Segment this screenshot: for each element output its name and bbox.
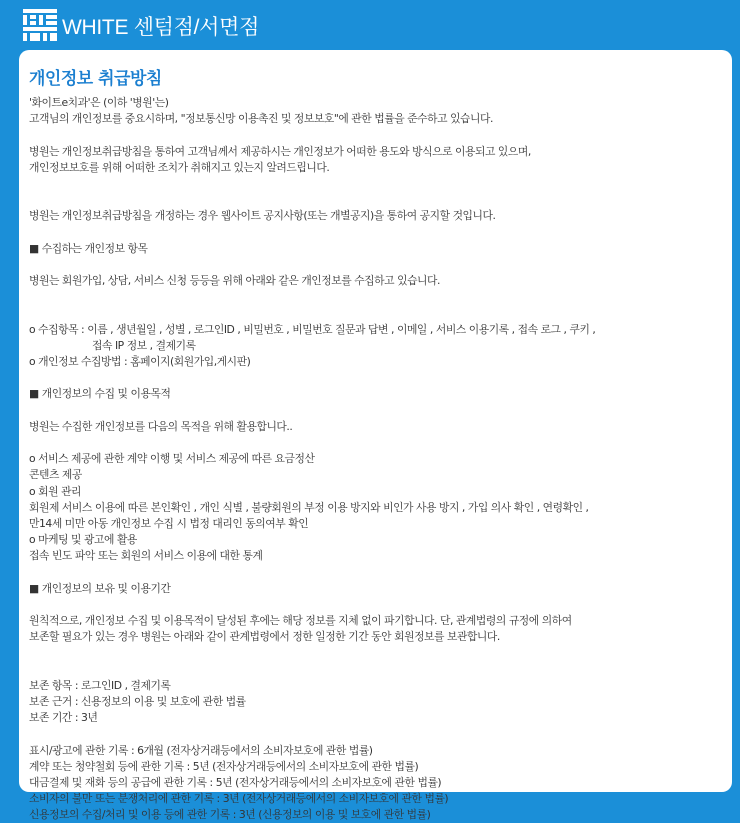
page-title: 개인정보 취급방침 [29,69,162,89]
purpose-item: ο 서비스 제공에 관한 계약 이행 및 서비스 제공에 따른 요금정산 [29,452,315,466]
section-text: 병원는 수집한 개인정보를 다음의 목적을 위해 활용합니다.. [29,419,293,433]
purpose-detail: 회원제 서비스 이용에 따른 본인확인 , 개인 식별 , 불량회원의 부정 이용 방지와 비인가 사용 방지 , 가입 의사 확인 , 연령확인 , [29,500,589,514]
retain-basis: 보존 근거 : 신용정보의 이용 및 보호에 관한 법률 [29,694,246,708]
intro-line: 병원는 개인정보취급방침을 개정하는 경우 웹사이트 공지사항(또는 개별공지)을 통하여 공지할 것입니다. [29,209,496,223]
intro-line: '화이트e치과'은 (이하 '병원'는) [29,96,169,109]
intro-line: 개인정보보호를 위해 어떠한 조치가 취해지고 있는지 알려드립니다. [29,160,330,174]
intro-line: 병원는 개인정보취급방침을 통하여 고객님께서 제공하시는 개인정보가 어떠한 용도와 방식으로 이용되고 있으며, [29,144,531,158]
record-line: 대금결제 및 재화 등의 공급에 관한 기록 : 5년 (전자상거래등에서의 소비자보호에 관한 법률) [29,775,442,789]
section-text: 병원는 회원가입, 상담, 서비스 신청 등등을 위해 아래와 같은 개인정보를 수집하고 있습니다. [29,274,440,288]
purpose-detail: 콘텐츠 제공 [29,468,82,482]
content-panel [19,50,732,822]
collect-items-cont: 접속 IP 정보 , 결제기록 [92,338,196,352]
section-text: 보존할 필요가 있는 경우 병원는 아래와 같이 관계법령에서 정한 일정한 기간 동안 회원정보를 보관합니다. [29,630,500,644]
section-heading: ■ 수집하는 개인정보 항목 [29,241,148,255]
retain-items: 보존 항목 : 로그인ID , 결제기록 [29,678,171,692]
record-line: 신용정보의 수집/처리 및 이용 등에 관한 기록 : 3년 (신용정보의 이용 및 보호에 관한 법률) [29,808,431,822]
intro-line: 고객님의 개인정보를 중요시하며, "정보통신망 이용촉진 및 정보보호"에 관한 법률을 준수하고 있습니다. [29,112,493,126]
purpose-item: ο 회원 관리 [29,484,82,498]
section-text: 원칙적으로, 개인정보 수집 및 이용목적이 달성된 후에는 해당 정보를 지체 없이 파기합니다. 단, 관계법령의 규정에 의하여 [29,614,572,627]
record-line: 계약 또는 청약철회 등에 관한 기록 : 5년 (전자상거래등에서의 소비자보호에 관한 법률) [29,759,419,773]
section-heading: ■ 개인정보의 수집 및 이용목적 [29,387,171,401]
header [0,0,740,50]
purpose-detail: 접속 빈도 파악 또는 회원의 서비스 이용에 대한 통계 [29,549,263,563]
white-logo-icon[interactable] [23,9,57,41]
purpose-detail: 만14세 미만 아동 개인정보 수집 시 법정 대리인 동의여부 확인 [29,516,309,530]
record-line: 표시/광고에 관한 기록 : 6개월 (전자상거래등에서의 소비자보호에 관한 법률) [29,743,373,757]
record-line: 소비자의 불만 또는 분쟁처리에 관한 기록 : 3년 (전자상거래등에서의 소비자보호에 관한 법률) [29,792,449,806]
section-heading: ■ 개인정보의 보유 및 이용기간 [29,581,171,595]
header-title[interactable]: WHITE 센텀점/서면점 [62,16,260,39]
collect-method: ο 개인정보 수집방법 : 홈페이지(회원가입,게시판) [29,355,251,368]
retain-period: 보존 기간 : 3년 [29,711,98,725]
purpose-item: ο 마케팅 및 광고에 활용 [29,533,137,547]
collect-items: ο 수집항목 : 이름 , 생년월일 , 성별 , 로그인ID , 비밀번호 , 비밀번호 질문과 답변 , 이메일 , 서비스 이용기록 , 접속 로그 , 쿠키 , [29,322,596,336]
policy-body [29,95,719,823]
